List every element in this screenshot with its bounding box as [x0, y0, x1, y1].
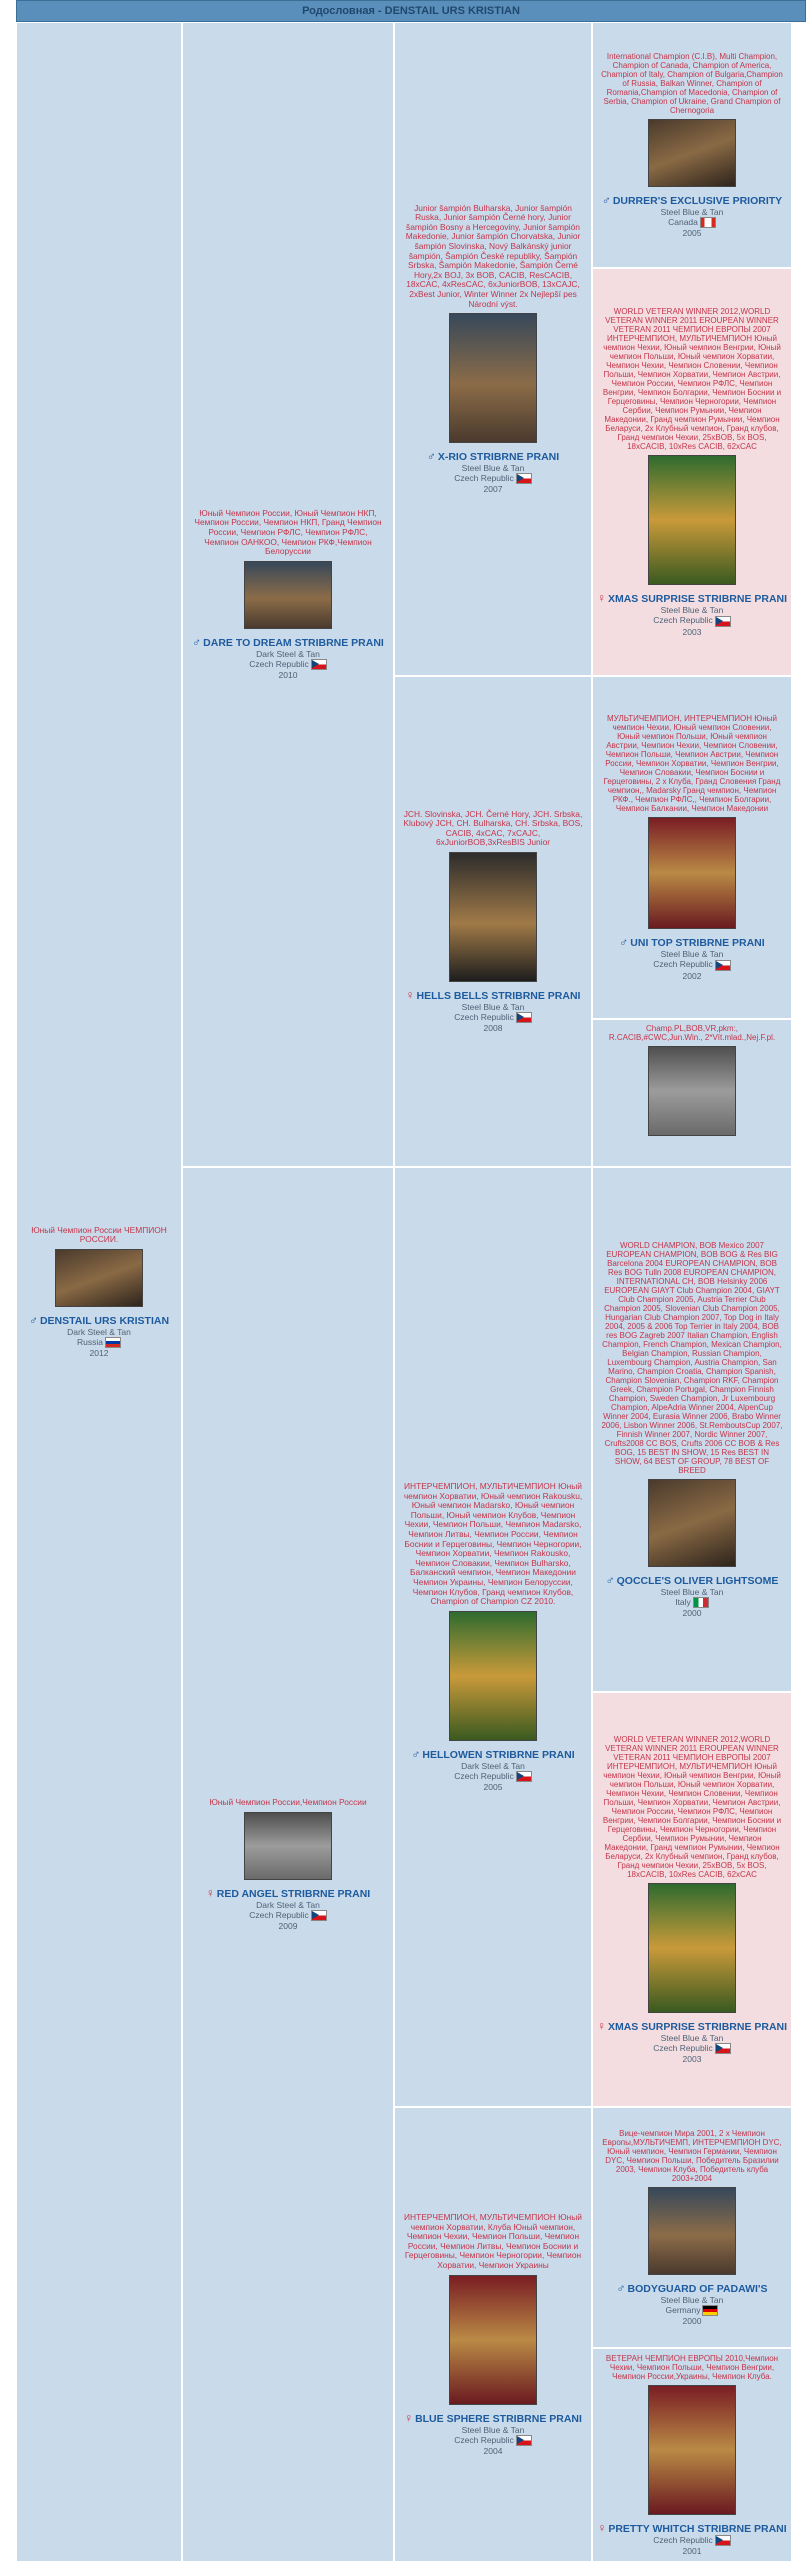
dog-card-root: [16, 22, 182, 2562]
achievements: International Champion (C.I.B), Multi Champion, Champion of Canada, Champion of America, Champion of Italy, Champion of Bulgaria,Champion of Russia, Balkan Winner, Champion of Romania,Champion of Macedonia, Champion of Serbia, Champion of Ukraine, Grand Champion of Chernogoria: [601, 51, 783, 115]
dog-name-link[interactable]: ♂ UNI TOP STRIBRNE PRANI: [619, 935, 765, 950]
dog-color: Steel Blue & Tan: [660, 2294, 724, 2305]
dog-card-sdd: [592, 1019, 792, 1167]
germany-flag-icon: [702, 2305, 718, 2316]
achievements: WORLD CHAMPION, BOB Mexico 2007 EUROPEAN CHAMPION, BOB BOG & Res BIG Barcelona 2004 EUROPEAN CHAMPION, BOB Res BOG Tulln 2008 EUROPEAN CHAMPION, INTERNATIONAL CH, BOB Helsinky 2006 EUROPEAN GIAYT Club Champion 2004, GIAYT Club Champion 2005, Austria Terrier Club Champion 2005, Slovenian Club Champion 2005, Hungarian Club Champion 2007, Top Dog in Italy 2004, 2005 & 2006 Top Terrier in Italy 2004, BOB res BOG Zagreb 2007 Italian Champion, English Champion, French Champion, Mexican Champion, Belgian Champion, Russian Champion, Luxembourg Champion, Austria Champion, San Marino, Champion Croatia, Champion Spanish, Champion Slovenian, Champion RKF, Champion Greek, Champion Portugal, Champion Finnish Champion, Sweden Champion, Jr Luxembourg Champion, AlpeAdria Winner 2004, AlpenCup Winner 2004, Eurasia Winner 2006, Brabo Winner 2006, Lisbon Winner 2006, St.RemboutsCup 2007, Finnish Winner 2007, Nordic Winner 2007, Crufts2008 CC BOS, Crufts 2006 CC BOB & Res BOG, 15 BEST IN SHOW, 15 Res BEST IN SHOW, 64 BEST OF GROUP, 78 BEST OF BREED: [601, 1240, 783, 1475]
achievements: ВЕТЕРАН ЧЕМПИОН ЕВРОПЫ 2010,Чемпион Чехии, Чемпион Польши, Чемпион Венгрии, Чемпион России,Украины, Чемпион Клуба.: [605, 2353, 779, 2381]
dog-photo[interactable]: [244, 561, 332, 629]
dog-color: Steel Blue & Tan: [660, 2032, 724, 2043]
dog-color: Dark Steel & Tan: [461, 1760, 525, 1771]
czech-flag-icon: [516, 1012, 532, 1023]
pedigree-table: [16, 22, 806, 2562]
dog-color: Steel Blue & Tan: [660, 1586, 724, 1597]
dog-country: Canada: [668, 217, 716, 228]
dog-card-ss: [394, 22, 592, 676]
dog-year: 2008: [483, 1023, 503, 1034]
dog-year: 2000: [682, 2316, 702, 2327]
female-icon: ♀: [205, 1885, 215, 1900]
dog-country: Czech Republic: [249, 659, 327, 670]
dog-photo[interactable]: [648, 455, 736, 585]
dog-country: Czech Republic: [249, 1910, 327, 1921]
dog-year: 2012: [89, 1348, 109, 1359]
czech-flag-icon: [516, 473, 532, 484]
dog-photo[interactable]: [244, 1812, 332, 1880]
female-icon: ♀: [404, 2410, 414, 2425]
czech-flag-icon: [516, 2435, 532, 2446]
czech-flag-icon: [311, 1910, 327, 1921]
achievements: ИНТЕРЧЕМПИОН, МУЛЬТИЧЕМПИОН Юный чемпион Хорватии, Юный чемпион Rakousku, Юный чемпион Madarsko, Юный чемпион Польши, Юный чемпион Клубов, Чемпион Чехии, Чемпион Польши, Чемпион Madarsko, Чемпион Литвы, Чемпион России, Чемпион Боснии и Герцеговины, Чемпион Черногории, Чемпион Хорватии, Чемпион Rakousko, Чемпион Словакии, Чемпион Bulharsko, Балканский чемпион, Чемпион Македонии Чемпион Украины, Чемпион Белоруссии, Чемпион Клубов, Гранд чемпион Клубов, Champion of Champion CZ 2010.: [403, 1481, 583, 1607]
dog-color: Steel Blue & Tan: [660, 206, 724, 217]
dog-name-link[interactable]: ♀ PRETTY WHITCH STRIBRNE PRANI: [597, 2520, 787, 2535]
dog-year: 2005: [483, 1781, 503, 1792]
dog-year: 2003: [682, 2054, 702, 2065]
female-icon: ♀: [596, 2018, 606, 2033]
dog-photo[interactable]: [449, 313, 537, 443]
dog-name-link[interactable]: ♂ HELLOWEN STRIBRNE PRANI: [411, 1746, 575, 1761]
dog-name-link[interactable]: ♀ XMAS SURPRISE STRIBRNE PRANI: [596, 591, 788, 606]
czech-flag-icon: [715, 2535, 731, 2546]
czech-flag-icon: [715, 2043, 731, 2054]
dog-card-ds: [394, 1167, 592, 2107]
dog-country: Czech Republic: [653, 615, 731, 626]
dog-color: Steel Blue & Tan: [660, 605, 724, 616]
dog-color: Steel Blue & Tan: [461, 463, 525, 474]
pedigree-header: [16, 0, 806, 22]
male-icon: ♂: [616, 2280, 626, 2295]
dog-country: Germany: [666, 2305, 719, 2316]
achievements: ИНТЕРЧЕМПИОН, МУЛЬТИЧЕМПИОН Юный чемпион Хорватии, Клуба Юный чемпион, Чемпион Чехии, Чемпион Польши, Чемпион России, Чемпион Литвы, Чемпион Боснии и Герцеговины, Чемпион Черногории, Чемпион Хорватии, Чемпион Украины: [404, 2212, 582, 2271]
dog-year: 2001: [682, 2546, 702, 2557]
dog-name-link[interactable]: ♂ DARE TO DREAM STRIBRNE PRANI: [192, 634, 384, 649]
dog-year: 2007: [483, 484, 503, 495]
dog-country: Czech Republic: [454, 1771, 532, 1782]
dog-year: 2010: [278, 670, 298, 681]
dog-card-sd: [394, 676, 592, 1167]
dog-name-link[interactable]: ♂ X-RIO STRIBRNE PRANI: [426, 449, 560, 464]
male-icon: ♂: [411, 1746, 421, 1761]
dog-name-link[interactable]: ♂ BODYGUARD OF PADAWI'S: [616, 2280, 768, 2295]
dog-color: Steel Blue & Tan: [461, 2424, 525, 2435]
dog-photo[interactable]: [648, 2385, 736, 2515]
dog-color: Steel Blue & Tan: [461, 1002, 525, 1013]
dog-country: Czech Republic: [653, 2535, 731, 2546]
male-icon: ♂: [28, 1312, 38, 1327]
male-icon: ♂: [192, 634, 202, 649]
dog-name-link[interactable]: ♂ DURRER'S EXCLUSIVE PRIORITY: [601, 192, 783, 207]
dog-card-ddd: [592, 2348, 792, 2562]
dog-photo[interactable]: [648, 1046, 736, 1136]
italy-flag-icon: [693, 1597, 709, 1608]
dog-country: Russia: [77, 1337, 121, 1348]
header-dog-name: DENSTAIL URS KRISTIAN: [384, 5, 520, 17]
female-icon: ♀: [405, 988, 415, 1003]
dog-card-sds: [592, 676, 792, 1019]
achievements: Champ.PL,BOB,VR,pkm:, R.CACIB,#CWC,Jun.Win., 2*Vít.mlad.,Nej.F.pl.: [608, 1024, 776, 1042]
achievements: Вице-чемпион Мира 2001, 2 x Чемпион Европы,МУЛЬТИЧЕМП, ИНТЕРЧЕМПИОН DYC, Юный чемпион, Чемпион Германии, Чемпион DYC, Чемпион Польши, Победитель Бразилии 2003, Чемпион Клуба, Победитель клуба 2003+2004: [602, 2128, 782, 2183]
dog-country: Czech Republic: [454, 473, 532, 484]
dog-card-dsd: [592, 1692, 792, 2107]
male-icon: ♂: [426, 449, 436, 464]
dog-country: Czech Republic: [454, 1012, 532, 1023]
dog-year: 2002: [682, 970, 702, 981]
dog-photo[interactable]: [449, 2275, 537, 2405]
dog-year: 2003: [682, 626, 702, 637]
female-icon: ♀: [596, 591, 606, 606]
dog-name-link[interactable]: ♀ XMAS SURPRISE STRIBRNE PRANI: [596, 2018, 788, 2033]
achievements: Юный Чемпион России ЧЕМПИОН РОССИИ.: [31, 1224, 167, 1245]
dog-card-ssd: [592, 268, 792, 676]
dog-name-link[interactable]: ♂ DENSTAIL URS KRISTIAN: [28, 1312, 170, 1327]
dog-country: Italy: [675, 1597, 709, 1608]
canada-flag-icon: [700, 217, 716, 228]
dog-name-link[interactable]: ♂ QOCCLE'S OLIVER LIGHTSOME: [605, 1572, 779, 1587]
achievements: Junior šampión Bulharska, Junior šampión Ruska, Junior šampión Černé hory, Junior šampión Bosny a Hercegoviny, Junior šampión Makedonie, Junior šampión Chorvatska, Junior šampión Slovinska, Nový Balkánský junior šampión, Šampión České republiky, Šampión Srbska, Šampión Makedonie, Šampión Černé Hory,2x BOJ, 3x BOB, CACIB, ResCACIB, 18xCAC, 4xResCAC, 6xJuniorBOB, 13xCAJC, 2xBest Junior, Winter Winner 2x Nejlepší pes Národní výst.: [405, 202, 581, 309]
dog-photo[interactable]: [55, 1249, 143, 1307]
dog-photo[interactable]: [648, 119, 736, 187]
dog-card-sire: [182, 22, 394, 1167]
czech-flag-icon: [715, 616, 731, 627]
czech-flag-icon: [715, 960, 731, 971]
dog-photo[interactable]: [648, 817, 736, 929]
dog-card-sss: [592, 22, 792, 268]
dog-photo[interactable]: [449, 852, 537, 982]
czech-flag-icon: [311, 659, 327, 670]
dog-photo[interactable]: [449, 1611, 537, 1741]
header-prefix: Родословная -: [302, 5, 385, 17]
dog-color: Dark Steel & Tan: [256, 648, 320, 659]
dog-color: Dark Steel & Tan: [256, 1899, 320, 1910]
dog-year: 2004: [483, 2445, 503, 2456]
female-icon: ♀: [597, 2520, 607, 2535]
dog-name-link[interactable]: ♀ RED ANGEL STRIBRNE PRANI: [205, 1885, 371, 1900]
achievements: WORLD VETERAN WINNER 2012,WORLD VETERAN WINNER 2011 EROUPEAN WINNER VETERAN 2011 ЧЕМПИОН ЕВРОПЫ 2007 ИНТЕРЧЕМПИОН, МУЛЬТИЧЕМПИОН Юный чемпион Чехии, Юный чемпион Венгрии, Юный чемпион Польши, Юный чемпион Хорватии, Чемпион Чехии, Чемпион Словении, Чемпион Польши, Чемпион Хорватии, Чемпион Австрии, Чемпион России, Чемпион РФЛС, Чемпион Венгрии, Чемпион Болгарии, Чемпион Боснии и Герцеговины, Чемпион Черногории, Чемпион Сербии, Чемпион Румынии, Чемпион Македонии, Гранд чемпион Румынии, Чемпион Беларуси, 2x Клубный чемпион, Гранд клубов, Гранд чемпион Чехии, 25xBOB, 5x BOS, 18xCACIB, 10xRes CACIB, 62xCAC: [602, 1734, 782, 1879]
dog-year: 2009: [278, 1920, 298, 1931]
dog-card-dam: [182, 1167, 394, 2562]
dog-country: Czech Republic: [454, 2435, 532, 2446]
dog-color: Dark Steel & Tan: [67, 1326, 131, 1337]
male-icon: ♂: [605, 1572, 615, 1587]
dog-name-link[interactable]: ♀ BLUE SPHERE STRIBRNE PRANI: [404, 2410, 582, 2425]
achievements: МУЛЬТИЧЕМПИОН, ИНТЕРЧЕМПИОН Юный чемпион Чехии, Юный чемпион Словении, Юный чемпион Польши, Юный чемпион Австрии, Чемпион Чехии, Чемпион Словении, Чемпион Польши, Чемпион Австрии, Чемпион России, Чемпион Хорватии, Чемпион Венгрии, Чемпион Словакии, Чемпион Боснии и Герцеговины, 2 x Клуба, Гранд Словения Гранд чемпион,, Madarsky Гранд чемпион, Чемпион РКФ., Чемпион РФЛС,, Чемпион Болгарии, Чемпион Балкании, Чемпион Македонии: [603, 714, 781, 814]
dog-card-dds: [592, 2107, 792, 2348]
dog-color: Steel Blue & Tan: [660, 949, 724, 960]
dog-photo[interactable]: [648, 1479, 736, 1567]
achievements: WORLD VETERAN WINNER 2012,WORLD VETERAN WINNER 2011 EROUPEAN WINNER VETERAN 2011 ЧЕМПИОН ЕВРОПЫ 2007 ИНТЕРЧЕМПИОН, МУЛЬТИЧЕМПИОН Юный чемпион Чехии, Юный чемпион Венгрии, Юный чемпион Польши, Юный чемпион Хорватии, Чемпион Чехии, Чемпион Словении, Чемпион Польши, Чемпион Хорватии, Чемпион Австрии, Чемпион России, Чемпион РФЛС, Чемпион Венгрии, Чемпион Болгарии, Чемпион Боснии и Герцеговины, Чемпион Черногории, Чемпион Сербии, Чемпион Румынии, Чемпион Македонии, Гранд чемпион Румынии, Чемпион Беларуси, 2x Клубный чемпион, Гранд клубов, Гранд чемпион Чехии, 25xBOB, 5x BOS, 18xCACIB, 10xRes CACIB, 62xCAC: [602, 307, 782, 452]
dog-name-link[interactable]: ♀ HELLS BELLS STRIBRNE PRANI: [405, 988, 581, 1003]
czech-flag-icon: [516, 1771, 532, 1782]
dog-country: Czech Republic: [653, 2043, 731, 2054]
dog-photo[interactable]: [648, 2187, 736, 2275]
dog-country: Czech Republic: [653, 959, 731, 970]
dog-card-dd: [394, 2107, 592, 2562]
dog-photo[interactable]: [648, 1883, 736, 2013]
achievements: Юный Чемпион России,Чемпион России: [209, 1797, 367, 1808]
dog-year: 2005: [682, 228, 702, 239]
male-icon: ♂: [601, 192, 611, 207]
dog-year: 2000: [682, 1608, 702, 1619]
achievements: JCH. Slovinska, JCH. Černé Hory, JCH. Srbska, Klubový JCH, CH. Bulharska, CH. Srbska, BOS, CACIB, 4xCAC, 7xCAJC, 6xJuniorBOB,3xResBIS Junior: [403, 808, 583, 848]
male-icon: ♂: [619, 935, 629, 950]
dog-card-dss: [592, 1167, 792, 1692]
russia-flag-icon: [105, 1337, 121, 1348]
achievements: Юный Чемпион России, Юный Чемпион НКП, Чемпион России, Чемпион НКП, Гранд Чемпион России, Чемпион РФЛС, Чемпион РФЛС, Чемпион ОАНКОО, Чемпион РКФ,Чемпион Белоруссии: [194, 507, 382, 557]
